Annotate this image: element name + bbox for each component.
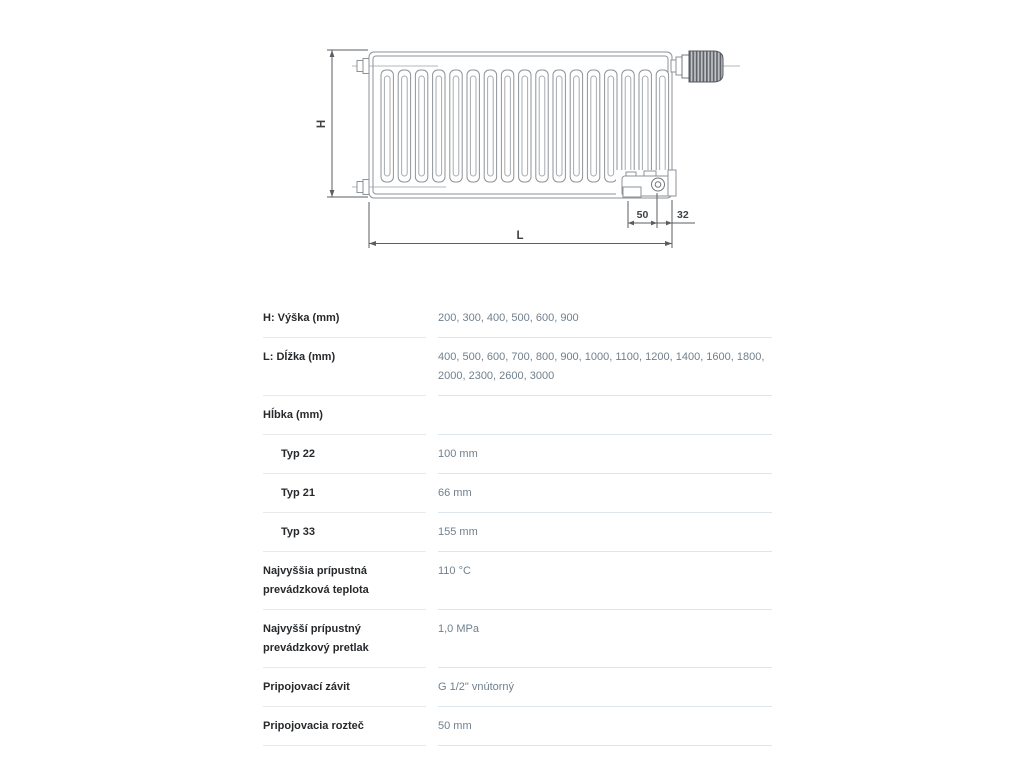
spec-label: Najvyšší prípustný prevádzkový pretlak [263,610,426,668]
spec-row-connection-spacing [263,707,772,746]
spec-label: Pripojovacia rozteč [263,707,426,746]
spec-value: 100 mm [438,435,772,474]
spec-value: 400, 500, 600, 700, 800, 900, 1000, 1100, 1200, 1400, 1600, 1800, 2000, 2300, 2600, 3000 [438,338,772,396]
spec-row-max-temperature [263,552,772,610]
spec-row-typ-21 [263,474,772,513]
spec-value: 200, 300, 400, 500, 600, 900 [438,299,772,338]
spec-value: 66 mm [438,474,772,513]
spec-label: Typ 22 [263,435,426,474]
spec-row-connection-thread [263,668,772,707]
height-dim-label: H [316,119,328,129]
radiator-technical-drawing [310,35,755,260]
spec-value: 155 mm [438,513,772,552]
spec-label: Najvyššia prípustná prevádzková teplota [263,552,426,610]
spec-label: L: Dĺžka (mm) [263,338,426,396]
edge-offset-dim-label: 32 [677,209,689,221]
spec-value: 1,0 MPa [438,610,772,668]
spec-label: Pripojovací závit [263,668,426,707]
spec-row-depth-header [263,396,772,435]
thermostatic-valve-head-icon [671,51,723,82]
spec-value: G 1/2" vnútorný [438,668,772,707]
valve-block [616,170,676,197]
spec-row-typ-33 [263,513,772,552]
length-dim-label: L [516,230,524,242]
left-plug-bottom-icon [357,180,369,195]
spec-row-length [263,338,772,396]
spec-label: H: Výška (mm) [263,299,426,338]
spec-label: Typ 21 [263,474,426,513]
spec-row-height [263,299,772,338]
spec-label: Hĺbka (mm) [263,396,426,435]
spec-row-max-pressure [263,610,772,668]
spec-value: 110 °C [438,552,772,610]
left-plug-top-icon [357,59,369,74]
convector-channels [381,70,669,182]
spec-label: Typ 33 [263,513,426,552]
pipe-spacing-dim-label: 50 [636,209,649,221]
height-dimension [327,50,368,197]
spec-table [263,299,772,746]
spec-row-typ-22 [263,435,772,474]
spec-value [438,396,772,435]
spec-value: 50 mm [438,707,772,746]
